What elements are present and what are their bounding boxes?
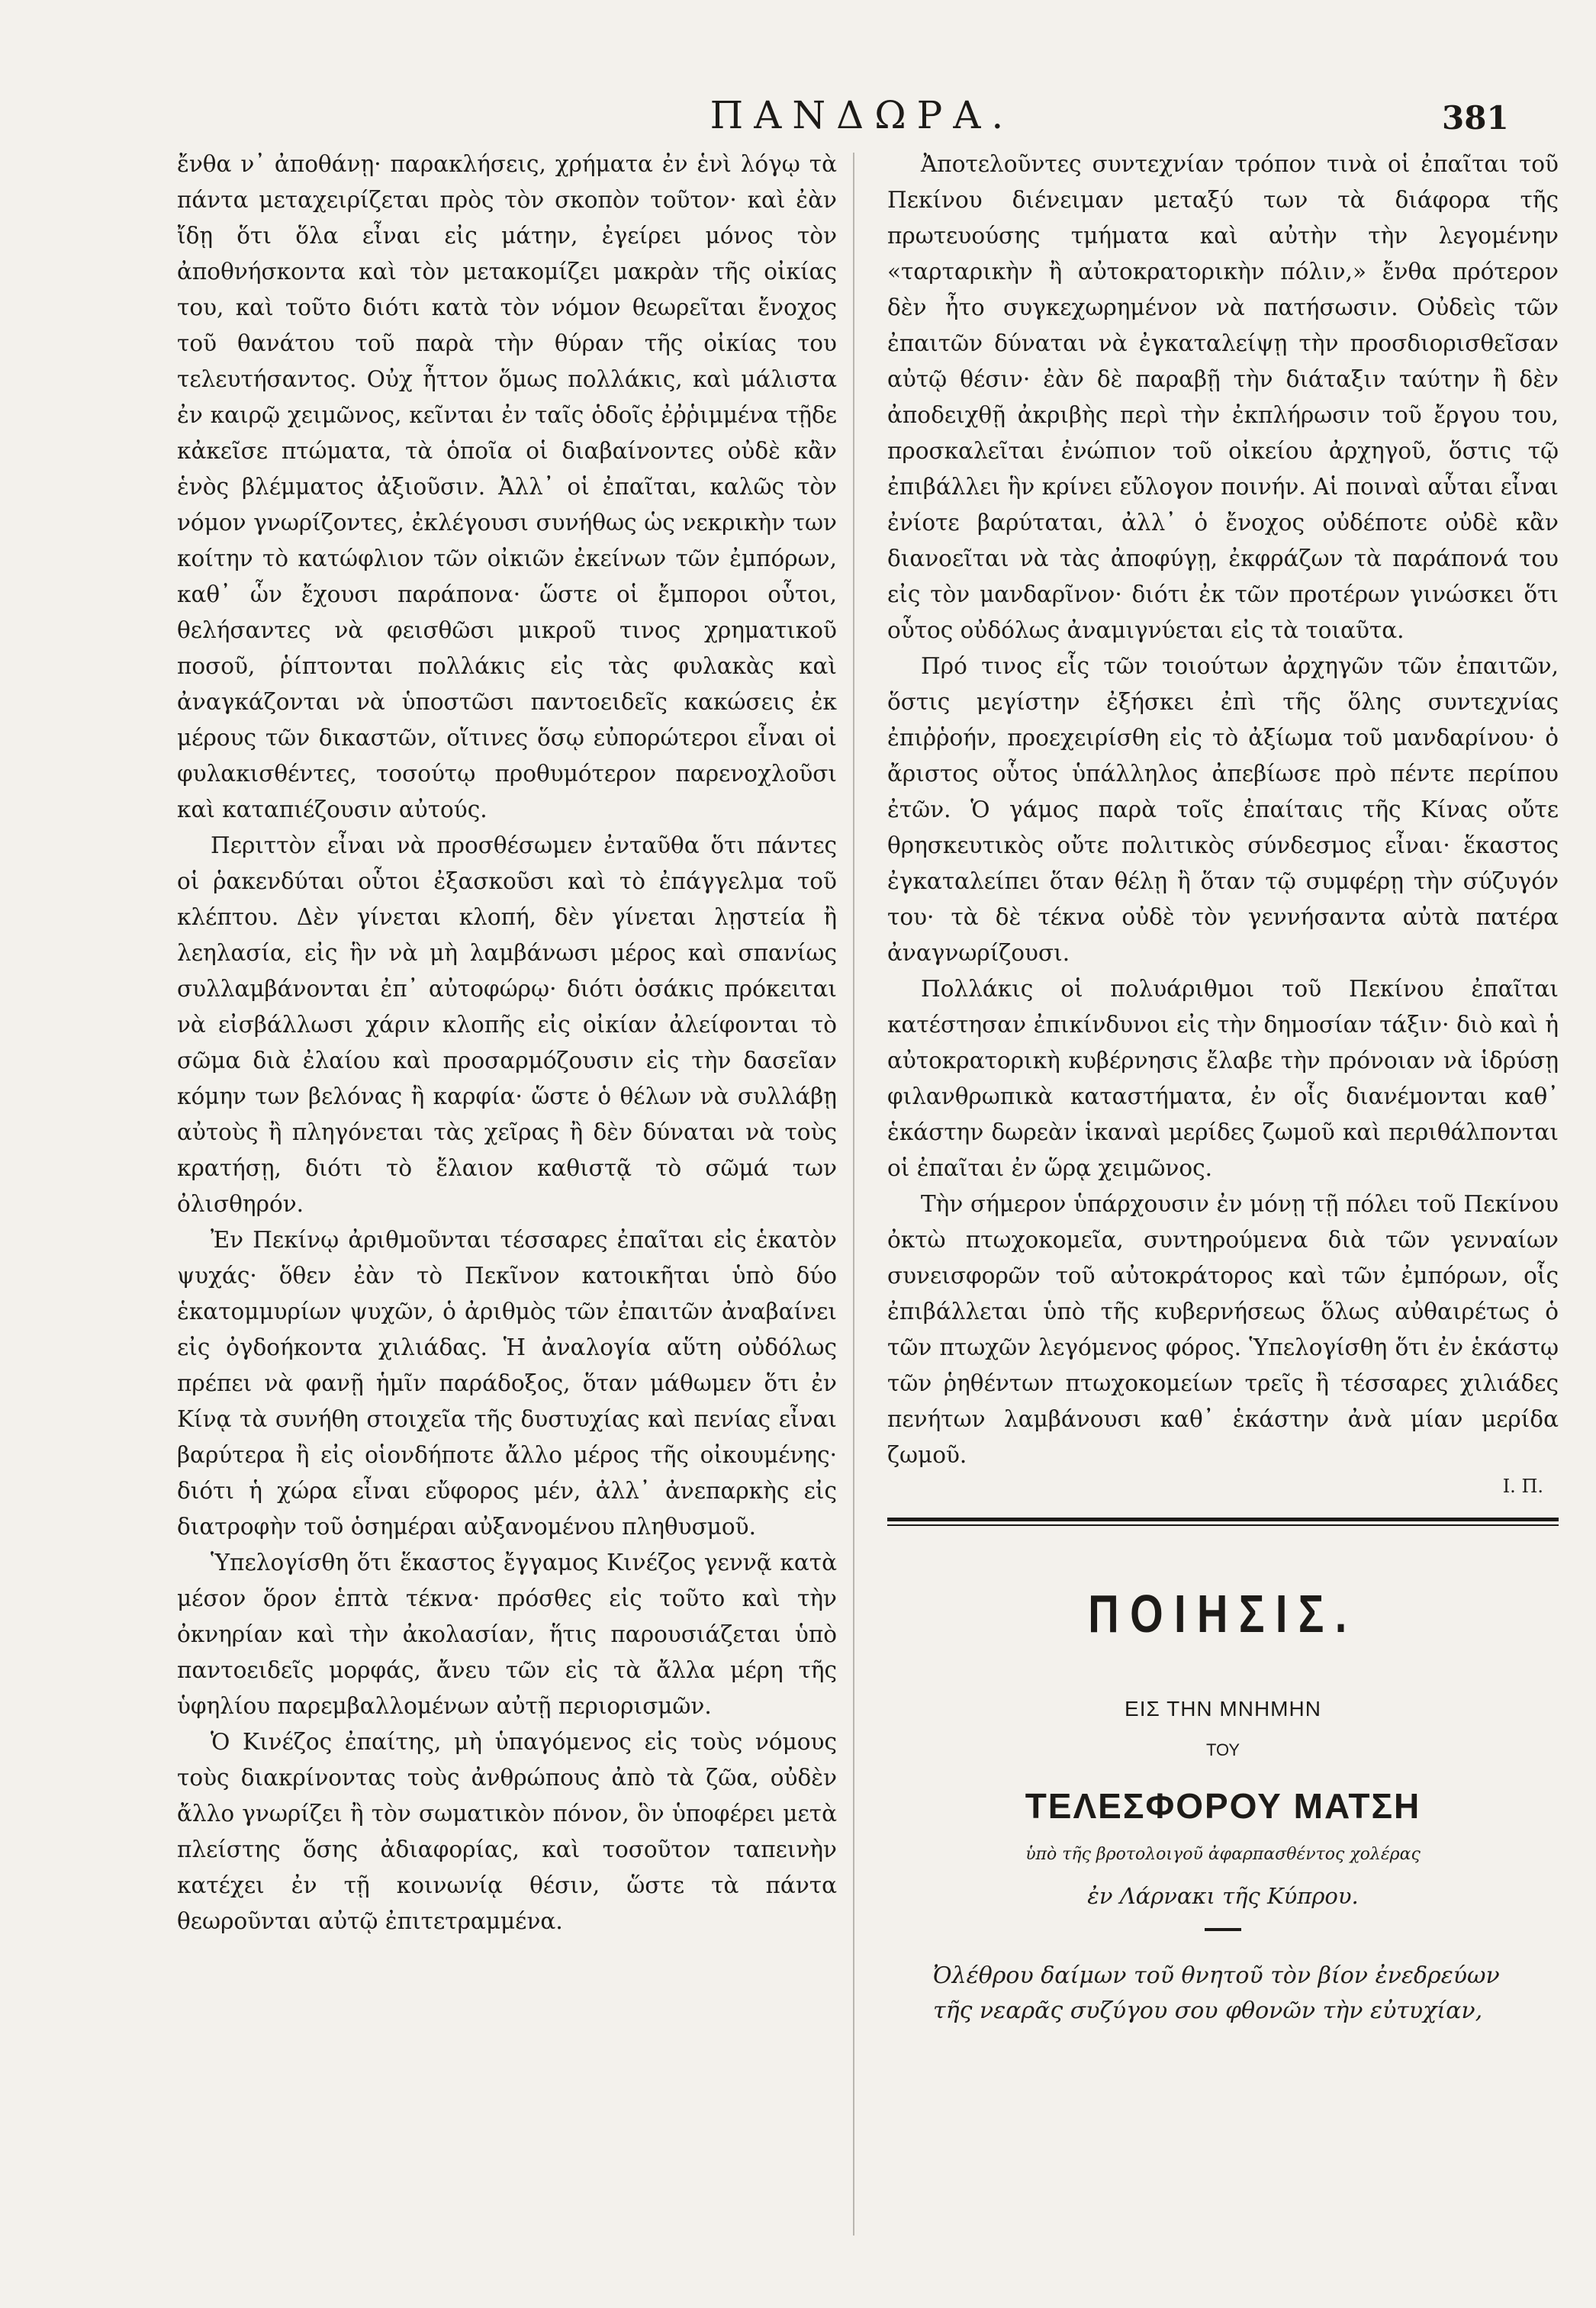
left-paragraph-5: Ὁ Κινέζος ἐπαίτης, μὴ ὑπαγόμενος εἰς τοὺς νόμους τοὺς διακρίνοντας τοὺς ἀνθρώπους ἀπὸ τὰ ζῶα, οὐδὲν ἄλλο γνωρίζει ἢ τὸν σωματικὸν πόνον, ὃν ὑποφέρει μετὰ πλείστης ὅσης ἀδιαφορίας, καὶ τοσοῦτον ταπεινὴν κατέχει ἐν τῇ κοινωνίᾳ θέσιν, ὥστε τὰ πάντα θεωροῦνται αὐτῷ ἐπιτετραμμένα. xyxy=(177,1729,837,1934)
poem-verses xyxy=(887,1959,1559,2029)
running-title: ΠΑΝΔΩΡΑ. xyxy=(710,93,1015,137)
column-divider xyxy=(853,153,854,2236)
verse-line-2: τῆς νεαρᾶς συζύγου σου φθονῶν τὴν εὐτυχίαν, xyxy=(933,1997,1483,2024)
poem-honoree: ΤΕΛΕΣΦΟΡΟΥ ΜΑΤΣΗ xyxy=(1025,1786,1421,1826)
left-paragraph-4: Ὑπελογίσθη ὅτι ἕκαστος ἔγγαμος Κινέζος γεννᾷ κατὰ μέσον ὅρον ἑπτὰ τέκνα· πρόσθες εἰς τοῦτο καὶ τὴν ὀκνηρίαν καὶ τὴν ἀκολασίαν, ἥτις παρουσιάζεται ὑπὸ παντοειδεῖς μορφάς, ἄνευ τῶν εἰς τὰ ἄλλα μέρη τῆς ὑφηλίου παρεμβαλλομένων αὐτῇ περιορισμῶν. xyxy=(177,1550,837,1719)
author-signature: Ι. Π. xyxy=(1502,1476,1543,1497)
poem-place: ἐν Λάρνακι τῆς Κύπρου. xyxy=(1087,1883,1359,1909)
right-paragraph-3: Πολλάκις οἱ πολυάριθμοι τοῦ Πεκίνου ἐπαῖται κατέστησαν ἐπικίνδυνοι εἰς τὴν δημοσίαν τάξιν· διὸ καὶ ἡ αὐτοκρατορικὴ κυβέρνησις ἔλαβε τὴν πρόνοιαν νὰ ἱδρύσῃ φιλανθρωπικὰ καταστήματα, ἐν οἷς διανέμονται καθ᾿ ἑκάστην δωρεὰν ἱκαναὶ μερίδες ζωμοῦ καὶ περιθάλπονται οἱ ἐπαῖται ἐν ὥρᾳ χειμῶνος. xyxy=(887,976,1559,1181)
right-paragraph-4: Τὴν σήμερον ὑπάρχουσιν ἐν μόνῃ τῇ πόλει τοῦ Πεκίνου ὀκτὼ πτωχοκομεῖα, συντηρούμενα διὰ τῶν γενναίων συνεισφορῶν τοῦ αὐτοκράτορος καὶ τῶν ἐμπόρων, οἷς ἐπιβάλλεται ὑπὸ τῆς κυβερνήσεως ὅλως αὐθαιρέτως ὁ τῶν πτωχῶν λεγόμενος φόρος. Ὑπελογίσθη ὅτι ἐν ἑκάστῳ τῶν ῥηθέντων πτωχοκομείων τρεῖς ἢ τέσσαρες χιλιάδες πενήτων λαμβάνουσι καθ᾿ ἑκάστην ἀνὰ μίαν μερίδα ζωμοῦ. xyxy=(887,1191,1559,1468)
section-heading: ΠΟΙΗΣΙΣ. xyxy=(1088,1584,1358,1643)
left-paragraph-3: Ἐν Πεκίνῳ ἀριθμοῦνται τέσσαρες ἐπαῖται εἰς ἑκατὸν ψυχάς· ὅθεν ἐὰν τὸ Πεκῖνον κατοικῆται ὑπὸ δύο ἑκατομμυρίων ψυχῶν, ὁ ἀριθμὸς τῶν ἐπαιτῶν ἀναβαίνει εἰς ὀγδοήκοντα χιλιάδας. Ἡ ἀναλογία αὕτη οὐδόλως πρέπει νὰ φανῇ ἡμῖν παράδοξος, ὅταν μάθωμεν ὅτι ἐν Κίνᾳ τὰ συνήθη στοιχεῖα τῆς δυστυχίας καὶ πενίας εἶναι βαρύτερα ἢ εἰς οἱονδήποτε ἄλλο μέρος τῆς οἰκουμένης· διότι ἡ χώρα εἶναι εὔφορος μέν, ἀλλ᾿ ἀνεπαρκὴς εἰς διατροφὴν τοῦ ὁσημέραι αὐξανομένου πληθυσμοῦ. xyxy=(177,1227,837,1540)
right-paragraph-2: Πρό τινος εἷς τῶν τοιούτων ἀρχηγῶν τῶν ἐπαιτῶν, ὅστις μεγίστην ἐξήσκει ἐπὶ τῆς ὅλης συντεχνίας ἐπιῤῥοήν, προεχειρίσθη εἰς τὸ ἀξίωμα τοῦ μανδαρίνου· ὁ ἄριστος οὗτος ὑπάλληλος ἀπεβίωσε πρὸ πέντε περίπου ἐτῶν. Ὁ γάμος παρὰ τοῖς ἐπαίταις τῆς Κίνας οὔτε θρησκευτικὸς οὔτε πολιτικὸς σύνδεσμος εἶναι· ἕκαστος ἐγκαταλείπει ὅταν θέλῃ ἢ ὅταν τῷ συμφέρῃ τὴν σύζυγόν του· τὰ δὲ τέκνα οὐδὲ τὸν γεννήσαντα αὐτὰ πατέρα ἀναγνωρίζουσι. xyxy=(887,653,1559,966)
poem-subtitle: ὑπὸ τῆς βροτολοιγοῦ ἀφαρπασθέντος χολέρας xyxy=(1025,1845,1421,1864)
poem-article: ΤΟΥ xyxy=(1205,1740,1240,1759)
poem-short-rule xyxy=(1205,1928,1241,1931)
section-divider xyxy=(887,1518,1559,1526)
verse-line-1: Ὀλέθρου δαίμων τοῦ θνητοῦ τὸν βίον ἐνεδρεύων xyxy=(933,1962,1500,1989)
right-column xyxy=(887,146,1559,2029)
divider-thin-line xyxy=(887,1524,1559,1526)
left-paragraph-1: ἔνθα ν᾿ ἀποθάνῃ· παρακλήσεις, χρήματα ἐν ἑνὶ λόγῳ τὰ πάντα μεταχειρίζεται πρὸς τὸν σκοπὸν τοῦτον· καὶ ἐὰν ἴδῃ ὅτι ὅλα εἶναι εἰς μάτην, ἐγείρει μόνος τὸν ἀποθνήσκοντα καὶ τὸν μετακομίζει μακρὰν τῆς οἰκίας του, καὶ τοῦτο διότι κατὰ τὸν νόμον θεωρεῖται ἔνοχος τοῦ θανάτου τοῦ παρὰ τὴν θύραν τῆς οἰκίας του τελευτήσαντος. Οὐχ ἧττον ὅμως πολλάκις, καὶ μάλιστα ἐν καιρῷ χειμῶνος, κεῖνται ἐν ταῖς ὁδοῖς ἐῤῥιμμένα τῇδε κἀκεῖσε πτώματα, τὰ ὁποῖα οἱ διαβαίνοντες οὐδὲ κἂν ἑνὸς βλέμματος ἀξιοῦσιν. Ἀλλ᾿ οἱ ἐπαῖται, καλῶς τὸν νόμον γνωρίζοντες, ἐκλέγουσι συνήθως ὡς νεκρικὴν των κοίτην τὸ κατώφλιον τῶν οἰκιῶν ἐκείνων τῶν ἐμπόρων, καθ᾿ ὧν ἔχουσι παράπονα· ὥστε οἱ ἔμποροι οὗτοι, θελήσαντες νὰ φεισθῶσι μικροῦ τινος χρηματικοῦ ποσοῦ, ῥίπτονται πολλάκις εἰς τὰς φυλακὰς καὶ ἀναγκάζονται νὰ ὑποστῶσι παντοειδεῖς κακώσεις ἐκ μέρους τῶν δικαστῶν, οἵτινες ὅσῳ εὐπορώτεροι εἶναι οἱ φυλακισθέντες, τοσούτῳ προθυμότερον παρενοχλοῦσι καὶ καταπιέζουσιν αὐτούς. xyxy=(177,151,837,822)
left-paragraph-2: Περιττὸν εἶναι νὰ προσθέσωμεν ἐνταῦθα ὅτι πάντες οἱ ῥακενδύται οὗτοι ἐξασκοῦσι καὶ τὸ ἐπάγγελμα τοῦ κλέπτου. Δὲν γίνεται κλοπή, δὲν γίνεται λῃστεία ἢ λεηλασία, εἰς ἣν νὰ μὴ λαμβάνωσι μέρος καὶ σπανίως συλλαμβάνονται ἐπ᾿ αὐτοφώρῳ· διότι ὁσάκις πρόκειται νὰ εἰσβάλλωσι χάριν κλοπῆς εἰς οἰκίαν ἀλείφονται τὸ σῶμα διὰ ἐλαίου καὶ προσαρμόζουσιν εἰς τὴν δασεῖαν κόμην των βελόνας ἢ καρφία· ὥστε ὁ θέλων νὰ συλλάβῃ αὐτοὺς ἢ πληγόνεται τὰς χεῖρας ἢ δὲν δύναται νὰ τοὺς κρατήσῃ, διότι τὸ ἔλαιον καθιστᾷ τὸ σῶμά των ὀλισθηρόν. xyxy=(177,832,837,1217)
right-paragraph-1: Ἀποτελοῦντες συντεχνίαν τρόπον τινὰ οἱ ἐπαῖται τοῦ Πεκίνου διένειμαν μεταξύ των τὰ διάφορα τῆς πρωτευούσης τμήματα καὶ αὐτὴν τὴν λεγομένην «ταρταρικὴν ἢ αὐτοκρατορικὴν πόλιν,» ἔνθα πρότερον δὲν ἦτο συγκεχωρημένον νὰ πατήσωσιν. Οὐδεὶς τῶν ἐπαιτῶν δύναται νὰ ἐγκαταλείψῃ τὴν προσδιορισθεῖσαν αὐτῷ θέσιν· ἐὰν δὲ παραβῇ τὴν διάταξιν ταύτην ἢ δὲν ἀποδειχθῇ ἀκριβὴς περὶ τὴν ἐκπλήρωσιν τοῦ ἔργου του, προσκαλεῖται ἐνώπιον τοῦ οἰκείου ἀρχηγοῦ, ὅστις τῷ ἐπιβάλλει ἣν κρίνει εὔλογον ποινήν. Αἱ ποιναὶ αὗται εἶναι ἐνίοτε βαρύταται, ἀλλ᾿ ὁ ἔνοχος οὐδέποτε οὐδὲ κἂν διανοεῖται νὰ τὰς ἀποφύγῃ, ἐκφράζων τὰ παράπονά του εἰς τὸν μανδαρῖνον· διότι ἐκ τῶν προτέρων γινώσκει ὅτι οὗτος οὐδόλως ἀναμιγνύεται εἰς τὰ τοιαῦτα. xyxy=(887,151,1559,643)
poem-title-line: ΕΙΣ ΤΗΝ ΜΝΗΜΗΝ xyxy=(1125,1697,1321,1721)
divider-thick-line xyxy=(887,1518,1559,1521)
left-column xyxy=(177,146,837,1939)
page-number: 381 xyxy=(1442,99,1509,137)
